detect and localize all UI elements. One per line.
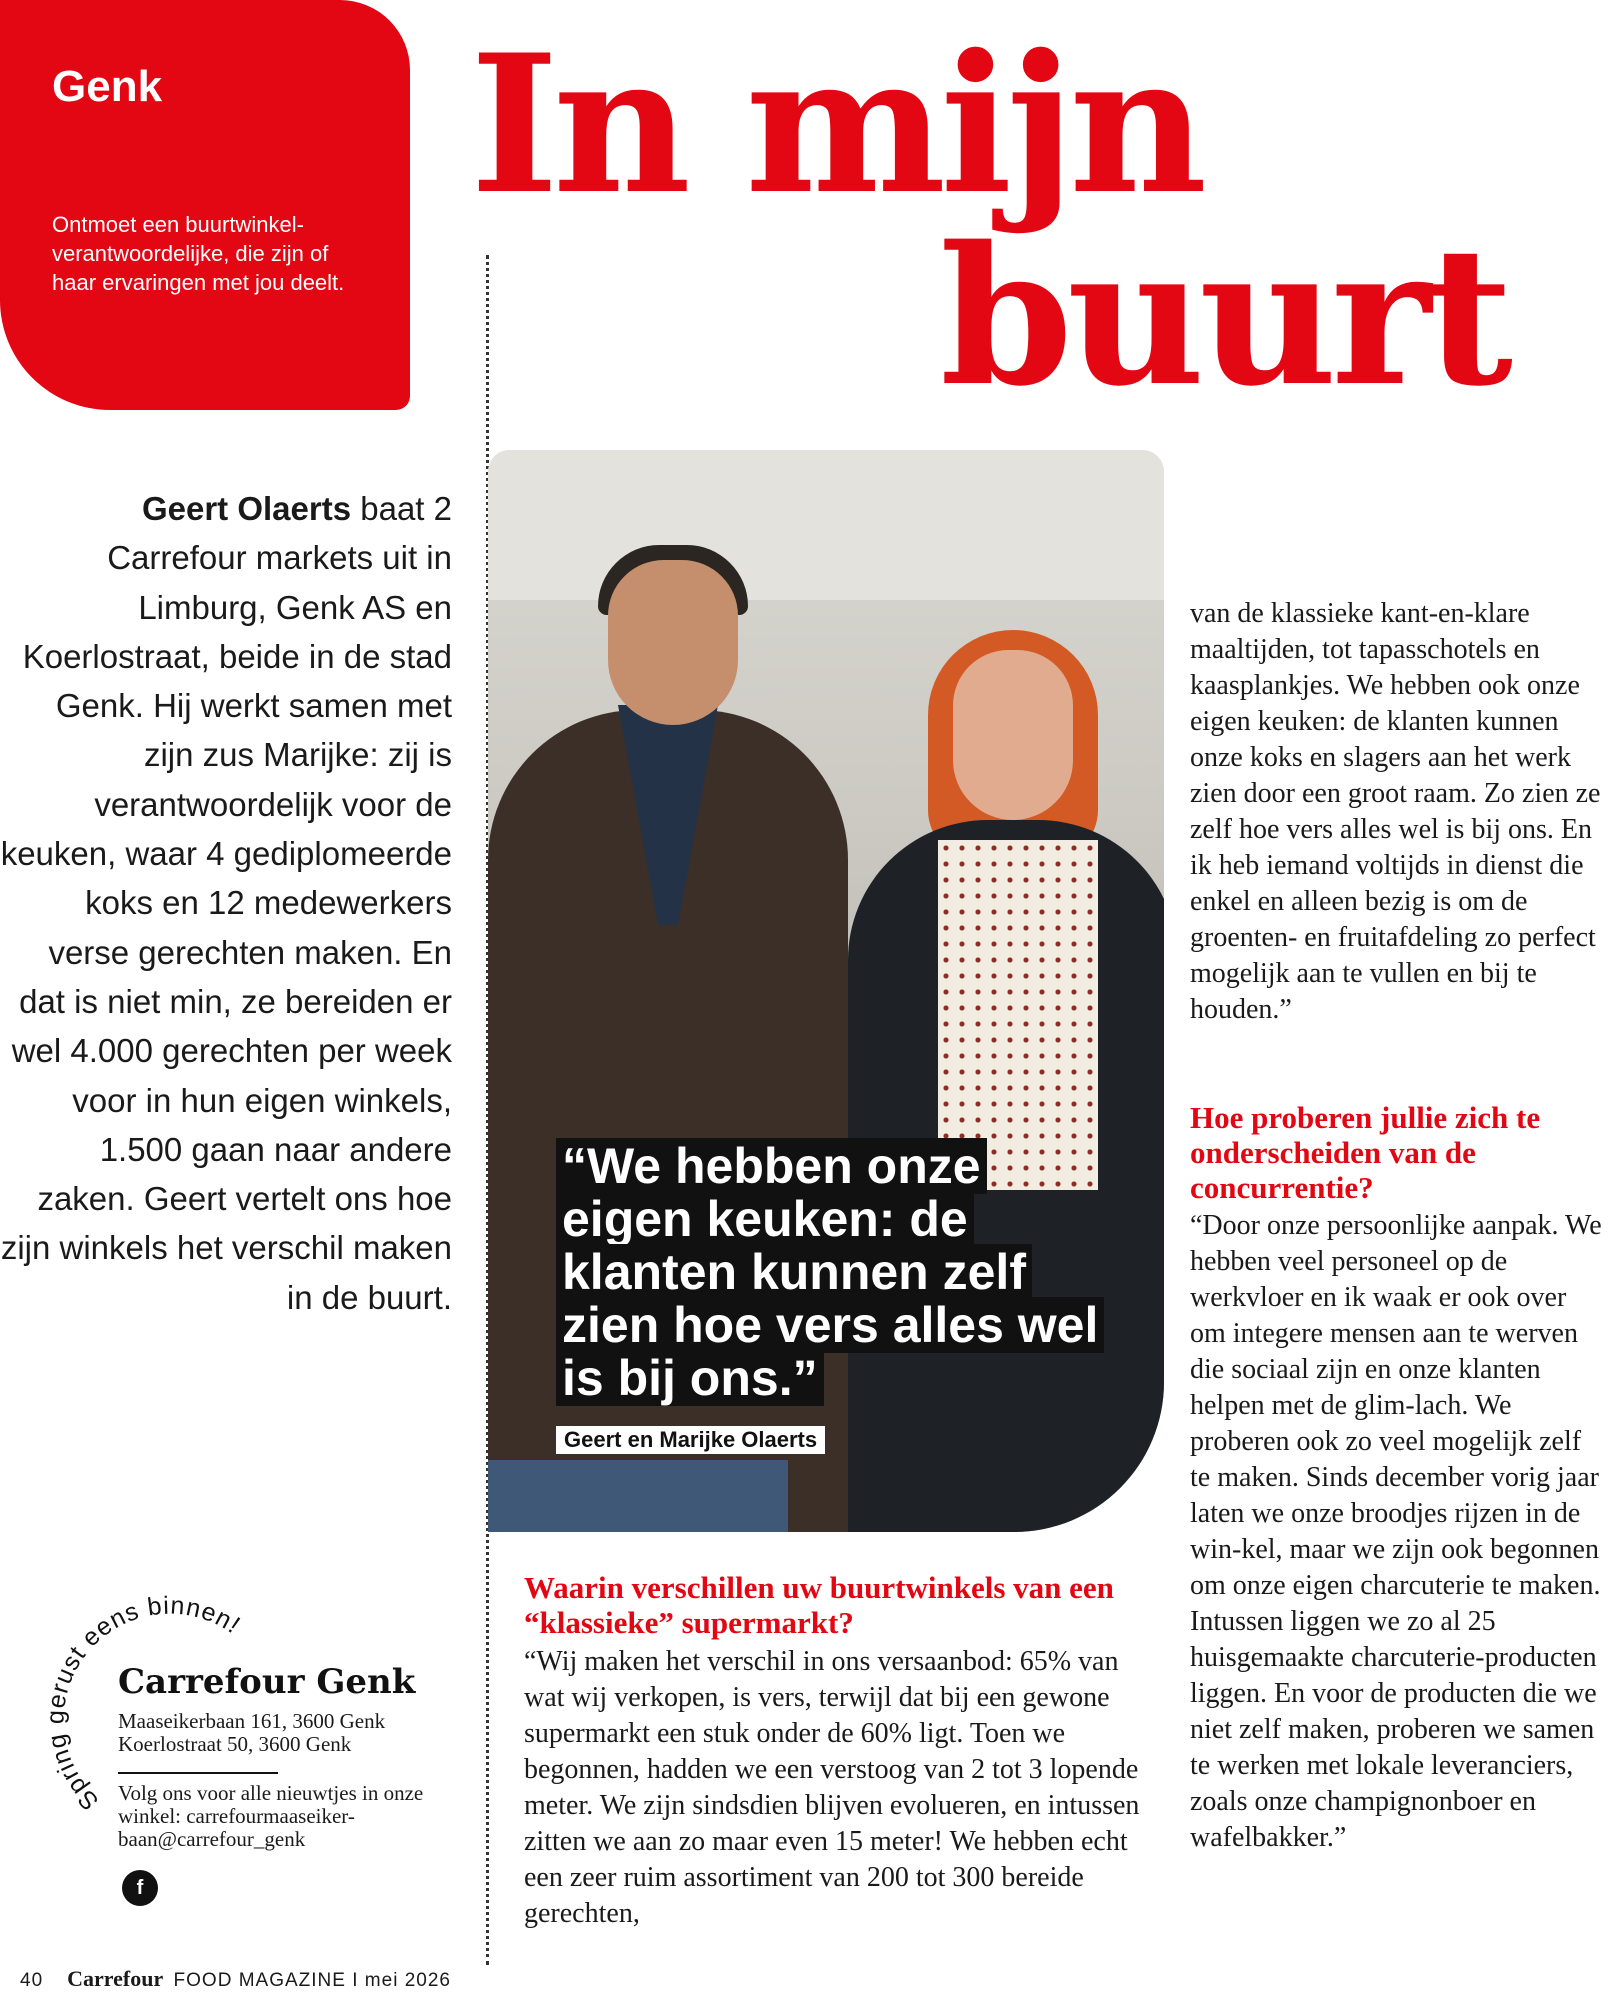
store-address	[118, 1710, 448, 1756]
question-1: Waarin verschillen uw buurtwinkels van een “klassieke” supermarkt?	[524, 1570, 1114, 1640]
store-address-2: Koerlostraat 50, 3600 Genk	[118, 1732, 352, 1756]
arc-tagline-text: Spring gerust eens binnen!	[41, 1591, 246, 1816]
answer-2: “Door onze persoonlijke aanpak. We hebben veel personeel op de werkvloer en ik waak er ook over om integere mensen aan te werven die sociaal zijn en onze klanten helpen met de glim-lach. We proberen ook zo veel mogelijk zelf te maken. Sinds december vorig jaar laten we onze broodjes rijzen in de win-kel, maar we zijn ook begonnen om onze eigen charcuterie te maken. Intussen liggen we zo al 25 huisgemaakte charcuterie-producten liggen. En voor de producten die we niet zelf maken, proberen we samen te werken met lokale leveranciers, zoals onze champignonboer en wafelbakker.”	[1190, 1210, 1602, 1853]
question-2: Hoe proberen jullie zich te onderscheiden van de concurrentie?	[1190, 1100, 1541, 1205]
page-footer	[20, 1966, 451, 1992]
footer-brand: Carrefour	[67, 1966, 164, 1991]
divider	[118, 1772, 278, 1774]
store-address-1: Maaseikerbaan 161, 3600 Genk	[118, 1709, 386, 1733]
photo-caption: Geert en Marijke Olaerts	[556, 1426, 825, 1454]
lead-text: baat 2 Carrefour markets uit in Limburg, Genk AS en Koerlostraat, beide in de stad Genk. Hij werkt samen met zijn zus Marijke: zij is verantwoordelijk voor de keuken, waar 4 gediplomeerde koks en 12 medewerkers verse gerechten maken. En dat is niet min, ze bereiden er wel 4.000 gerechten per week voor in hun eigen winkels, 1.500 gaan naar andere zaken. Geert vertelt ons hoe zijn winkels het verschil maken in de buurt.	[0, 490, 452, 1316]
lead-name: Geert Olaerts	[141, 490, 352, 527]
pull-quote	[556, 1140, 1116, 1405]
answer-1-continued: van de klassieke kant-en-klare maaltijden, tot tapasschotels en kaasplankjes. We hebben ook onze eigen keuken: de klanten kunnen onze koks en slagers aan het werk zien door een groot raam. Zo zien ze zelf hoe vers alles wel is bij ons. En ik heb iemand voltijds in dienst die enkel en alleen bezig is om de groenten- en fruitafdeling zo perfect mogelijk aan te vullen en bij te houden.”	[1190, 598, 1601, 1025]
footer-separator: I	[352, 1970, 359, 1991]
section-intro: Ontmoet een buurtwinkel-verantwoordelijke, die zijn of haar ervaringen met jou deelt.	[52, 212, 345, 295]
facebook-icon[interactable]: f	[122, 1870, 158, 1906]
store-name: Carrefour Genk	[118, 1662, 416, 1702]
page-title-line-2: buurt	[940, 205, 1507, 428]
page-title-line-1: In mijn	[470, 13, 1202, 236]
section-title: Genk	[52, 62, 163, 111]
page-number: 40	[20, 1970, 44, 1991]
footer-issue: mei 2026	[364, 1970, 451, 1991]
footer-magazine: FOOD MAGAZINE	[173, 1970, 346, 1991]
answer-1: “Wij maken het verschil in ons versaanbod: 65% van wat wij verkopen, is vers, terwijl dat bij een gewone supermarkt een stuk onder de 60% ligt. Toen we begonnen, hadden we een verstoog van 2 tot 3 lopende meter. We zijn sindsdien blijven evolueren, en intussen zitten we aan zo maar even 15 meter! We hebben echt een zeer ruim assortiment van 200 tot 300 bereide gerechten,	[524, 1646, 1140, 1929]
pull-quote-text: “We hebben onze eigen keuken: de klanten kunnen zelf zien hoe vers alles wel is bij ons.”	[556, 1138, 1104, 1406]
store-follow-text: Volg ons voor alle nieuwtjes in onze winkel: carrefourmaaseiker-baan@carrefour_genk	[118, 1781, 424, 1851]
lead-paragraph	[0, 484, 452, 1322]
